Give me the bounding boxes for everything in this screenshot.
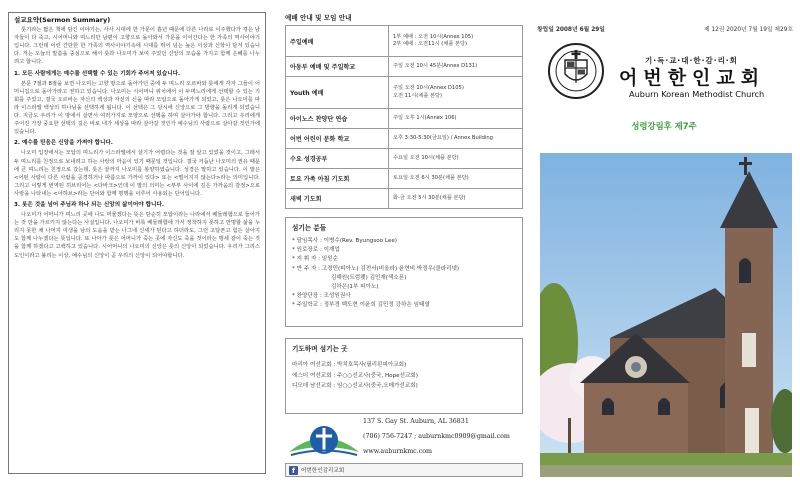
sermon-point-1-heading: 1. 모든 사람에게는 예수를 선택할 수 있는 기회가 주어져 있습니다.	[14, 70, 181, 77]
contact-block	[285, 414, 523, 460]
officer-line: * 담임목사 : 이병수(Rev. Byungsoo Lee)	[292, 238, 397, 244]
cover-panel	[533, 12, 795, 478]
table-row	[286, 26, 523, 57]
sermon-point-2-body: 나오미 입장에서는 모압의 며느리가 이스라엘에서 살기가 어렵다는 것을 잘 알고 있었을 것이고, 그래서 두 며느리를 친정으로 보내려고 하는 사랑의 마음이 있기 때문일 것입니다. 결국 거듭난 나오미의 권유 때문에 큰 며느리는 친정으로 갔는데, 룻은 끝까지 나오미를 봉양하였습니다. 성경은 말하고 있습니다. 이 말은 <어떤 사람이 다른 사람을 공경하거나 따름으로 가까이 있다> 또는 <떨어지지 않는다>라는 의미입니다. 그리고 이렇게 번역된 히브리어는 <다바크>인데 이 말의 의미는 <부부 사이에 깊은 가까움의 감정>으로 사랑을 나타내는 <아하브>라는 단어와 함께 평행을 이루어 사용되는 단어입니다.	[14, 150, 260, 197]
services-table	[285, 25, 523, 209]
service-info: 주일 오전 10시(Annex D105)	[393, 85, 464, 91]
prayer-title: 기도하며 섬기는 곳	[292, 345, 348, 353]
address-text: 137 S. Gay St. Auburn, AL 36831	[363, 418, 469, 425]
officers-title: 섬기는 분들	[292, 224, 327, 232]
officer-line: * 찬양단장 : 조성원권사	[292, 293, 351, 300]
service-name: 수요 성경공부	[286, 149, 389, 169]
service-info: 주일 오후 1시(Annex 106)	[393, 114, 457, 121]
issue-number: 제 12권 2020년 7월 19일 제29호	[704, 27, 793, 33]
service-name: 토요 가족 아침 기도회	[286, 169, 389, 189]
officer-line: * 지 휘 자 : 임원순	[292, 256, 338, 263]
service-name: Youth 예배	[286, 77, 389, 109]
officer-line: * 원로장로 : 이재업	[292, 247, 340, 254]
facebook-bar[interactable]	[285, 463, 523, 477]
service-info: 2부 예배 : 오전11시 (채플 본당)	[393, 41, 468, 47]
service-name: 어번 어린이 문화 학교	[286, 129, 389, 149]
church-name-english: Auburn Korean Methodist Church	[629, 89, 765, 99]
officer-line: 김해원(트럼펫) 김민재(색소폰)	[331, 274, 407, 281]
services-title: 예배 안내 및 모임 안내	[285, 14, 352, 22]
church-name-korean: 어번한인교회	[619, 67, 766, 89]
facebook-icon: f	[289, 466, 298, 475]
table-row	[286, 189, 523, 209]
service-info: 오후 3:30-5:30(금요일) / Annex Building	[393, 134, 493, 141]
table-row	[286, 149, 523, 169]
methodist-emblem-icon	[547, 42, 605, 100]
service-info: 1부 예배 : 오전 10시(Annex 105)	[393, 33, 474, 40]
service-name: 아동부 예배 및 주일학교	[286, 57, 389, 77]
prayer-line: 마리아 여선교회 : 박치호목사(필리핀피아교회)	[292, 362, 407, 368]
denomination-label: 기·독·교·대·한·감·리·회	[645, 56, 738, 65]
service-name: 주일예배	[286, 26, 389, 57]
table-row	[286, 57, 523, 77]
sermon-point-2-heading: 2. 예수를 믿음은 신앙을 가져야 합니다.	[14, 140, 113, 147]
sermon-summary-title: 설교요약(Sermon Summary)	[14, 16, 111, 24]
service-info: 수요일 오전 10시(채플 본당)	[393, 154, 459, 161]
prayer-line: 에스더 여선교회 : 주○○선교사(중국, Hope선교회)	[292, 372, 418, 379]
sermon-intro: 룻기라는 짧은 책에 담긴 이야기는, 사사 시대에 한 가문이 흉년 때문에 다른 나라로 이주했다가 겪은 남자들이 다 죽고, 시어머니와 며느리만 남편이 고향으로 돌아와서 가문을 이어간다는 한 가족의 역사이야기입니다. 그런데 이런 간단한 한 가족의 역사이야기속에 시대를 뛰어 넘는 높은 이상과 신학이 담겨 있습니다. 저는 오늘의 말씀을 중심으로 해서 룻과 나오미가 보여 주었던 신앙의 모습을 가지고 함께 은혜를 나누려고 합니다.	[14, 27, 260, 66]
info-column	[285, 12, 523, 478]
service-info: 화-금 오전 5시 30분(채플 본당)	[393, 194, 466, 201]
church-logo-icon	[285, 414, 363, 460]
officer-line: * 주일학교 : 정부경 백도현 이윤희 김민정 강하은 임태열	[292, 302, 430, 309]
sermon-point-3-heading: 3. 룻은 것을 넘어 주님과 하나 되는 신앙의 삶이어야 합니다.	[14, 201, 164, 208]
officer-line: 김하은(1부 피아노)	[331, 284, 379, 291]
sermon-summary-box	[8, 12, 266, 474]
prayer-line: 디모데 남선교회 : 임○○선교사(중국,오메가선교회)	[292, 383, 418, 389]
table-row	[286, 77, 523, 109]
founded-date: 창립일 2008년 6월 29일	[537, 27, 605, 33]
prayer-box	[285, 338, 523, 414]
facebook-page-name: 어번한인감리교회	[301, 468, 345, 474]
service-name: 새벽 기도회	[286, 189, 389, 209]
sermon-point-1-body: 본문 7절과 8절을 보면 나오미는 고향 땅으로 돌아가던 중에 두 며느리 오르바와 룻에게 각자 그들이 어머니집으로 돌아가라고 권하고 있습니다. 나오미는 시어머니 위치에서 이 두며느리에게 선택할 수 있는 기회를 주었고, 결국 오르바는 자신의 백성과 자신의 신을 따라 모압으로 돌아가게 되었고, 룻은 나오미를 따라 이스라엘 백성의 하나님을 선택하게 됩니다. 이 선택은 그 당시에 신앙으로 그 방향을 돌리게 되었습니다. 지금도 우리가 이 땅에서 살면서 여러가지로 모양으로 선택을 하며 살아가야 합니다. 그리고 우리에게 주어진 가장 중요한 선택의 길은 바로 내가 세상을 따라 살아갈 것인가 예수님의 사람으로 살아갈 것인가에 있습니다.	[14, 80, 260, 136]
table-row	[286, 109, 523, 129]
website-link[interactable]: www.auburnkmc.com	[363, 448, 432, 455]
service-info: 오전 11시(채플 본당)	[393, 92, 443, 99]
service-info: 토요일 오전 6시 30분(채플 본당)	[393, 174, 469, 181]
phone-email-text: (706) 756-7247 ; auburnkmc0909@gmail.com	[363, 433, 510, 440]
officers-box	[285, 217, 523, 327]
table-row	[286, 129, 523, 149]
service-name: 아이노스 찬양단 연습	[286, 109, 389, 129]
service-info: 주일 오전 10시 45분(Annex D131)	[393, 62, 478, 69]
officer-line: * 반 주 자 : 고경민(피아노) 김전서(비올라) 윤현비 박정우(클라리넷)	[292, 265, 460, 272]
table-row	[286, 169, 523, 189]
sermon-point-3-body: 나오미가 어머니가 며느리 곳에 나도 머물겠다는 뜻은 단순히 모압이라는 나라에서 베들레헴으로 들어가는 것 만을 가르키지 않는다는 사실입니다. 나오미가 비록 베들레헴에 가서 정착하지 못하고 만명할 삶을 누리지 못한 채 나머지 여생을 남의 도움을 받는 나그네 신세가 된다고 하더라도, 그런 고달픈고 힘든 살아지도 함께 나누겠다는 뜻입니다. 또 나아가 룻은 어머니가 죽는 곳에 자신도 죽을 것이라는 맹세 같이 죽는 것을 함께 하겠다고 고백하고 있습니다. 시어머니의 나오미의 신앙은 룻의 신앙이 되었습니다. 우리가 그리스도인이라고 불리는 이상, 예수님의 신앙이 곧 우리의 신앙이 되어야합니다.	[14, 212, 260, 259]
liturgical-season: 성령강림후 제7주	[631, 121, 697, 131]
church-building-photo	[540, 153, 792, 477]
